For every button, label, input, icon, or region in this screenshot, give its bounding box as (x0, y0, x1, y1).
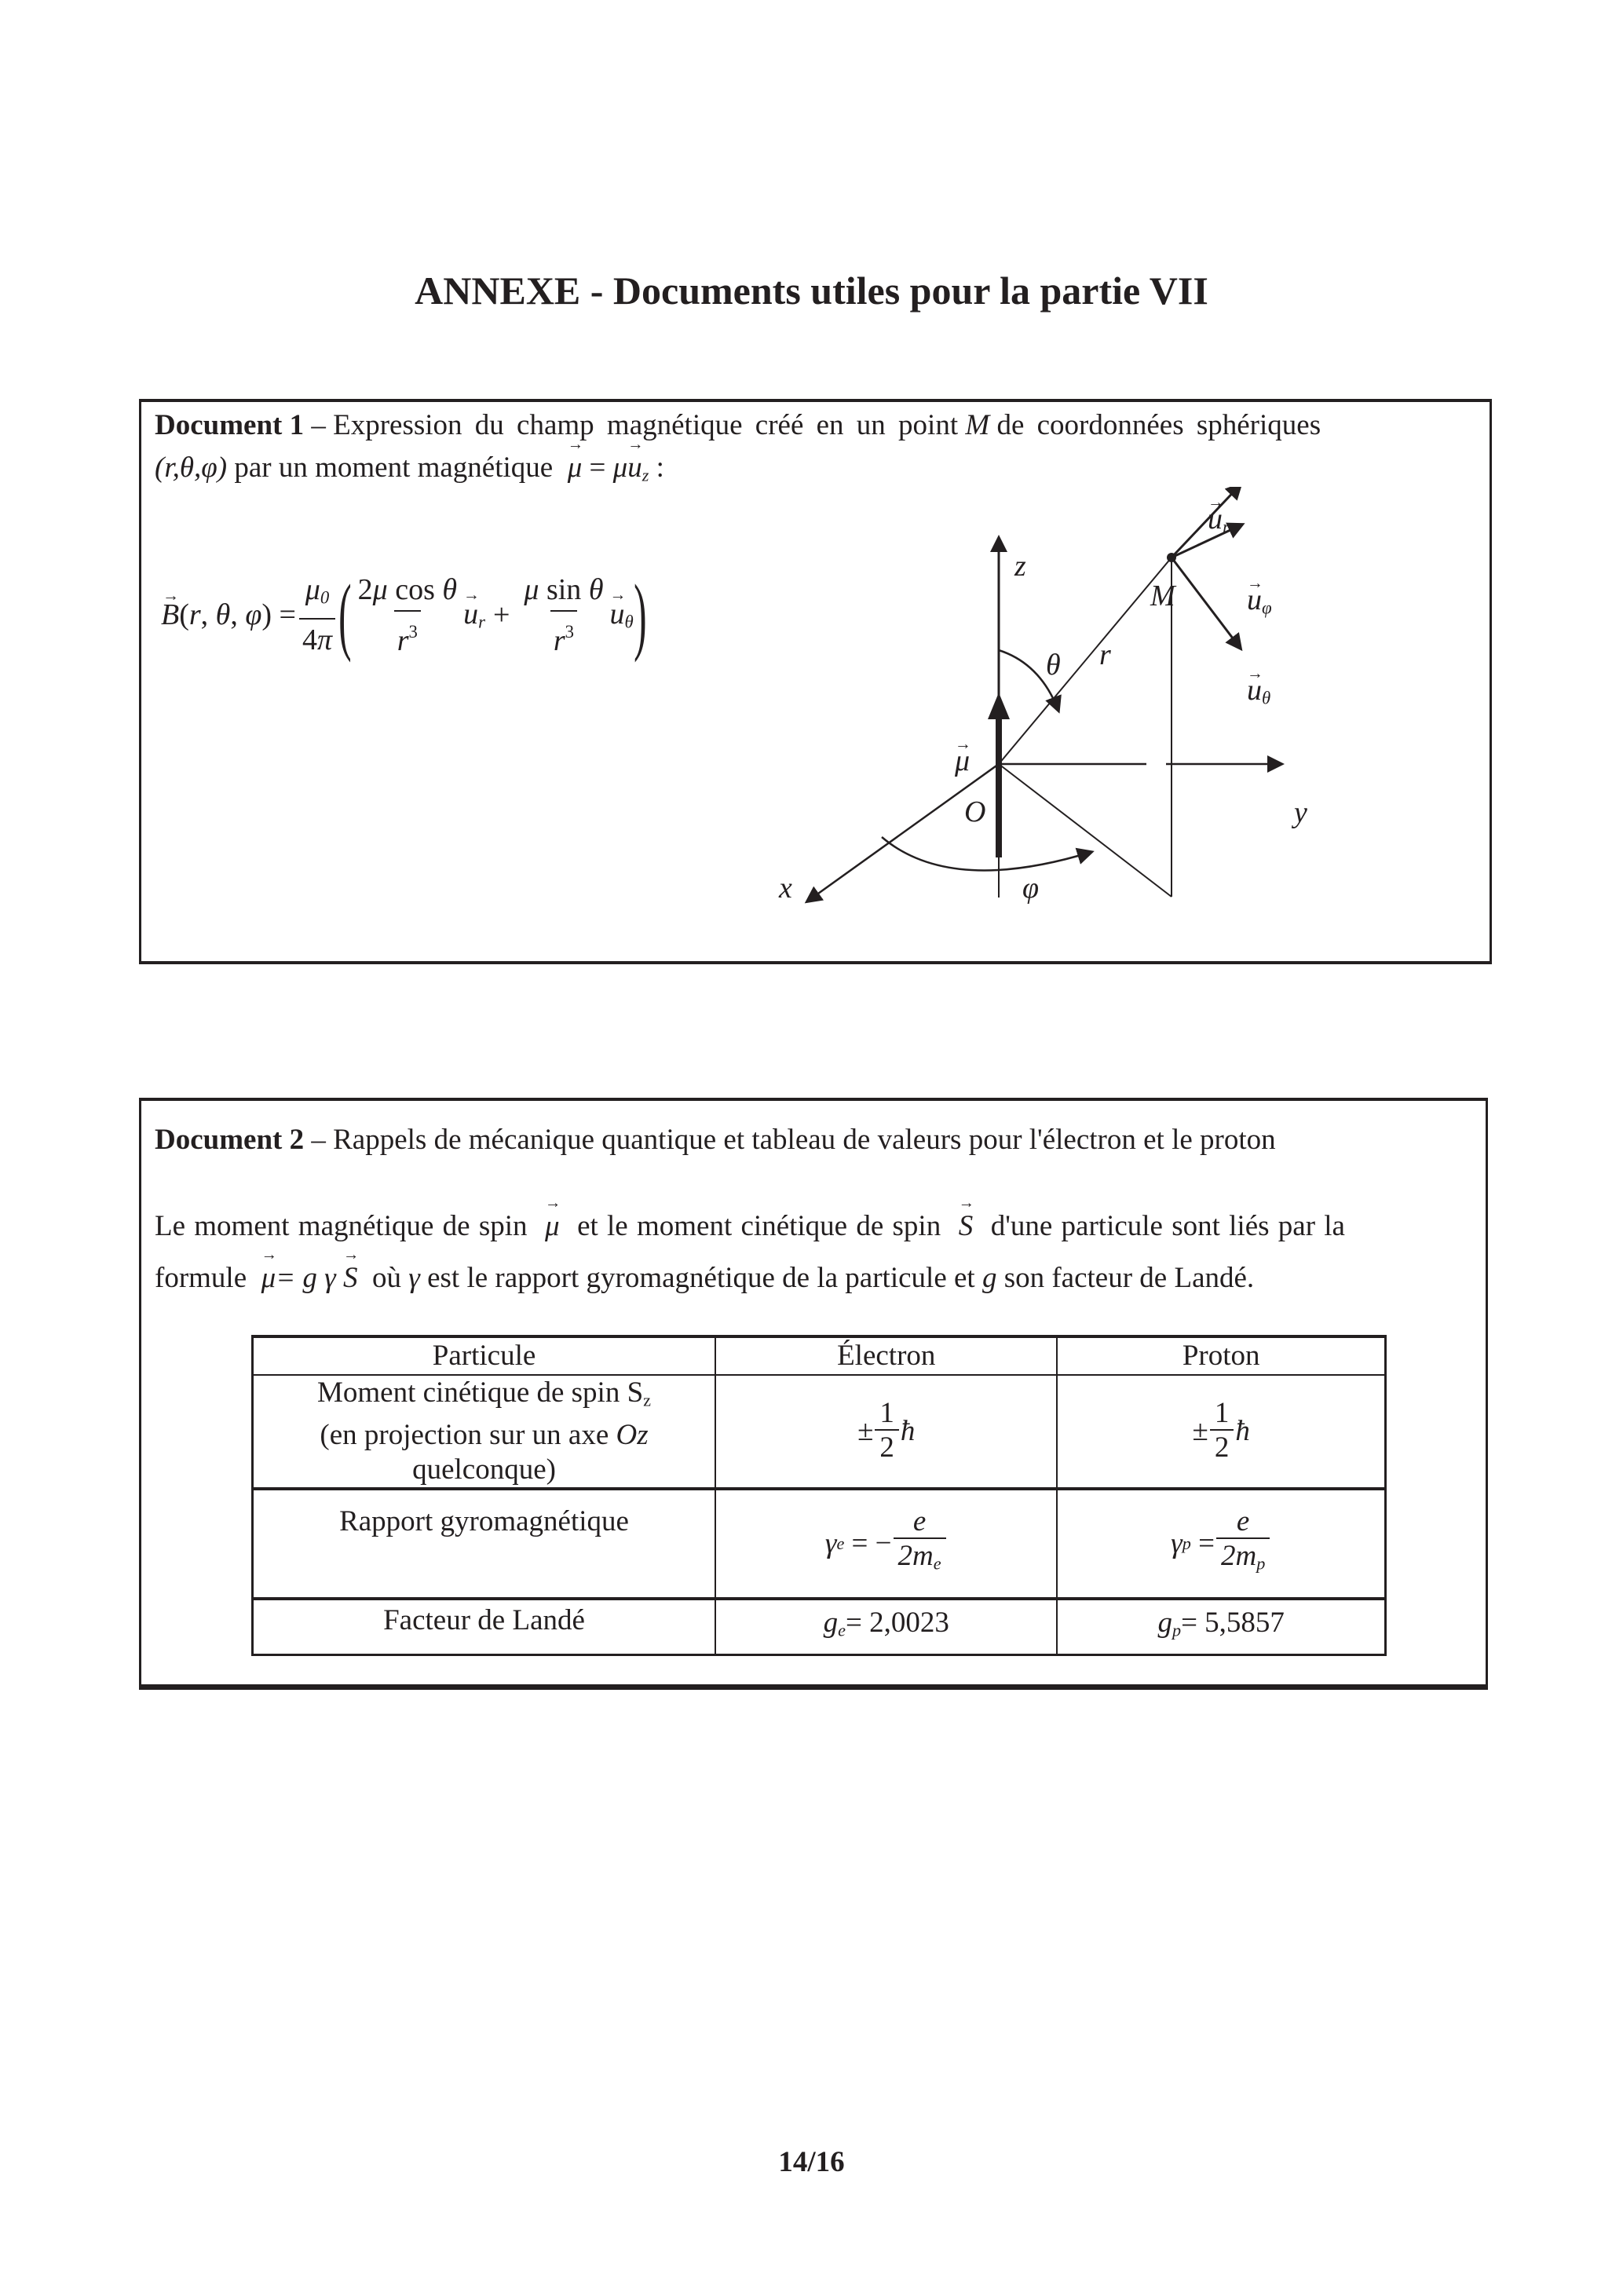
doc2-para-line1 (155, 1205, 1345, 1248)
formula-term2: $\frac{\text{μ sin θ}}{r^3}$ (524, 572, 604, 657)
table-row-lande (253, 1599, 1386, 1655)
s-vector: → S (959, 1205, 974, 1248)
label-mu: → μ (955, 746, 970, 776)
label-z: z (1014, 550, 1026, 583)
doc2-label: Document 2 (155, 1124, 305, 1156)
right-paren: ) (633, 567, 647, 663)
para-text: où (372, 1262, 402, 1294)
gamma-symbol: γ (408, 1262, 420, 1294)
formula-term1: $\frac{\text{2μ cos θ}}{r^3}$ (357, 572, 458, 657)
row-label-gyromagnetic: Rapport gyromagnétique (253, 1489, 716, 1599)
mu-arrowhead (988, 693, 1010, 719)
om-line (999, 558, 1172, 764)
para-text: Le moment magnétique de spin (155, 1210, 528, 1242)
row-label-lande: Facteur de Landé (253, 1599, 716, 1655)
label-o: O (964, 795, 986, 828)
proton-lande-value: $g_p= 5,5857$ (1057, 1599, 1385, 1655)
header-particule: Particule (253, 1336, 716, 1375)
para-text: formule (155, 1262, 247, 1294)
para-text: d'une particule sont liés par la (990, 1210, 1345, 1242)
label-u-theta: → $u_\theta$ (1247, 675, 1270, 707)
label-phi: φ (1022, 872, 1040, 905)
doc1-line2-text: par un moment magnétique (234, 452, 554, 484)
para-text: et le moment cinétique de spin (577, 1210, 941, 1242)
label-u-phi: → $u_\varphi$ (1247, 585, 1272, 617)
label-y: y (1294, 796, 1307, 829)
table-header-row (253, 1336, 1386, 1375)
phi-arc (882, 837, 1091, 870)
g-symbol: g (981, 1262, 997, 1294)
page-number: 14/16 (778, 2146, 845, 2178)
electron-spin-value: ± $\frac{1}{2}$ ħ (715, 1375, 1057, 1489)
mu-vector: → μ (545, 1205, 560, 1248)
label-ur: → $u_r$ (1208, 504, 1230, 536)
spin-formula: → μ= g γ → S (261, 1262, 358, 1294)
doc1-line1-end: de coordonnées sphériques (996, 409, 1321, 441)
doc2-heading (155, 1119, 1276, 1161)
label-r: r (1099, 638, 1111, 671)
unit-vector-ur: → $u_r$ (463, 597, 485, 633)
row-label-spin: Moment cinétique de spin $S_z$ (en projection sur un axe Oz quelconque) (253, 1375, 716, 1489)
electron-gyromagnetic-value: γ e = − $\frac{e}{2m_e}$ (715, 1489, 1057, 1599)
utheta-vector (1172, 558, 1241, 649)
formula-plus: + (492, 598, 510, 631)
ur-vector (1172, 487, 1241, 558)
b-field-formula (161, 567, 647, 663)
doc1-dash: – (304, 409, 334, 441)
doc2-heading-text: Rappels de mécanique quantique et tableau de valeurs pour l'électron et le proton (333, 1124, 1276, 1156)
electron-lande-value: $g_e= 2,0023$ (715, 1599, 1057, 1655)
unit-vector-utheta: → $u_\theta$ (609, 597, 633, 633)
label-m: M (1150, 579, 1175, 612)
proton-spin-value: ± $\frac{1}{2}$ ħ (1057, 1375, 1385, 1489)
doc2-para-line2 (155, 1257, 1254, 1300)
x-axis (807, 764, 999, 901)
spherical-coordinates-diagram (769, 487, 1335, 927)
particle-table (251, 1335, 1387, 1656)
label-x: x (779, 872, 792, 905)
page-title: ANNEXE - Documents utiles pour la partie VII (415, 269, 1208, 313)
header-electron: Électron (715, 1336, 1057, 1375)
doc1-point-var: M (965, 409, 990, 441)
doc1-coords: (r,θ,φ) (155, 452, 228, 484)
doc2-dash: – (304, 1124, 334, 1156)
proton-gyromagnetic-value: γ p = $\frac{e}{2m_p}$ (1057, 1489, 1385, 1599)
label-theta: θ (1046, 649, 1061, 682)
formula-lhs: → B(r, θ, φ) = (161, 598, 296, 632)
para-text: son facteur de Landé. (1003, 1262, 1255, 1294)
table-row-spin (253, 1375, 1386, 1489)
doc1-moment-formula: → $\mu = \mu\to u_z$ : (568, 452, 664, 484)
uphi-vector (1172, 525, 1242, 558)
doc1-line1-text: Expression du champ magnétique créé en un point (333, 409, 959, 441)
doc1-line2 (155, 447, 664, 497)
table-row-gyromagnetic (253, 1489, 1386, 1599)
formula-prefactor: $\frac{\mu_0}{4\pi}$ (299, 572, 335, 658)
doc1-label: Document 1 (155, 409, 305, 441)
para-text: est le rapport gyromagnétique de la particule et (427, 1262, 975, 1294)
left-paren: ( (338, 567, 352, 663)
header-proton: Proton (1057, 1336, 1385, 1375)
doc1-line1 (155, 404, 1321, 447)
